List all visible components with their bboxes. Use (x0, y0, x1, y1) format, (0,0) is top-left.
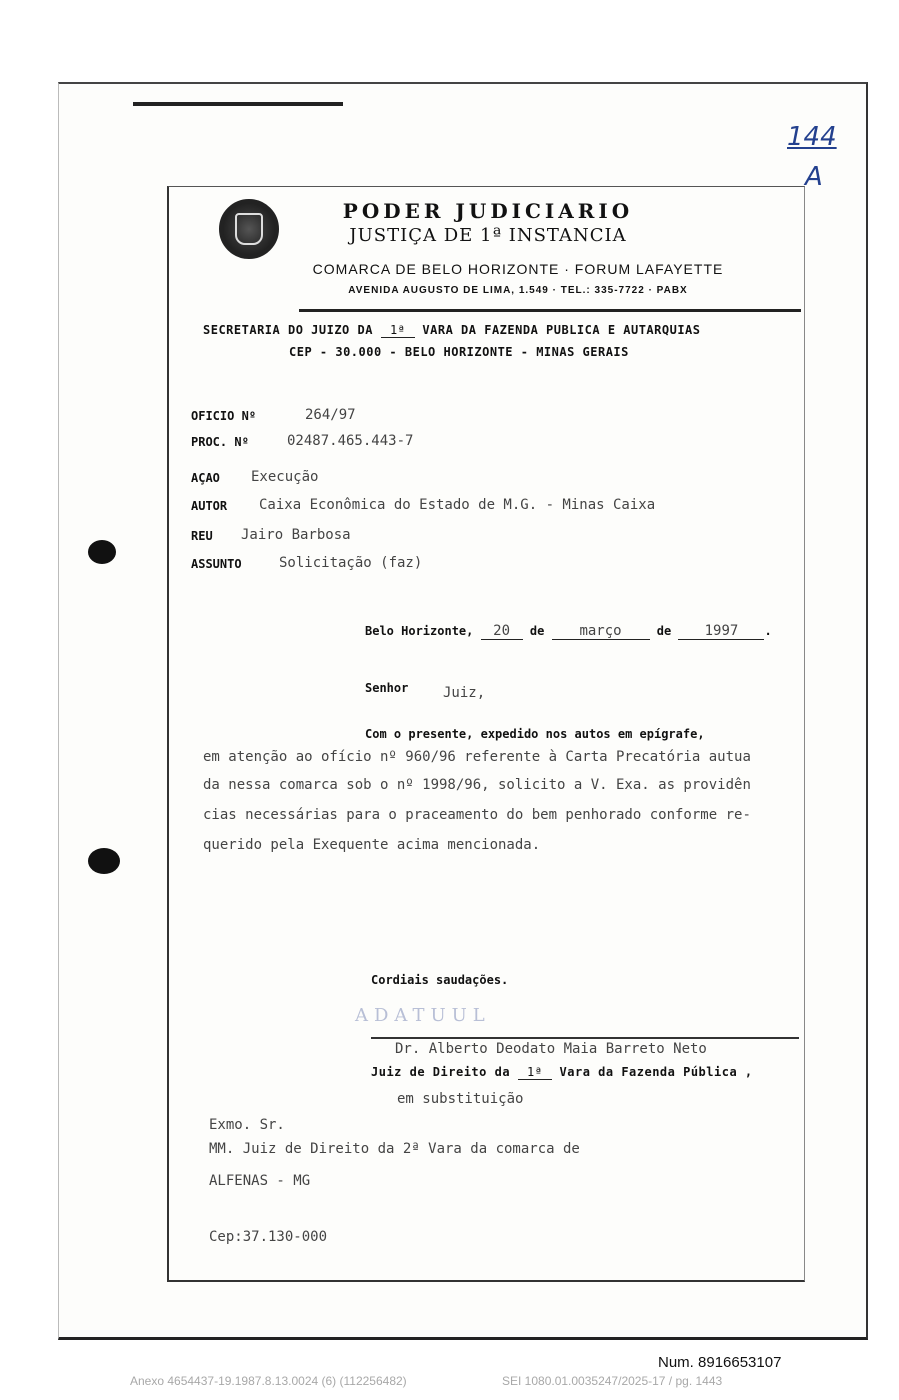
header-comarca: COMARCA DE BELO HORIZONTE · FORUM LAFAYETTE (312, 261, 724, 277)
secretaria-vara-number: 1ª (381, 323, 415, 338)
body-line-1: em atenção ao ofício nº 960/96 referente à Carta Precatória autua (203, 749, 751, 765)
field-value-proc: 02487.465.443-7 (287, 433, 414, 449)
recipient-cep: Cep:37.130-000 (209, 1229, 328, 1245)
body-line-4: querido pela Exequente acima mencionada. (203, 837, 541, 853)
date-year: 1997 (678, 623, 764, 640)
footer-num: Num. 8916653107 (658, 1354, 782, 1371)
header-title: PODER JUDICIARIO (342, 199, 634, 223)
signature-role-end: , (744, 1065, 753, 1079)
date-de-1: de (529, 624, 545, 638)
signature-line (371, 1037, 799, 1039)
secretaria-line-2: CEP - 30.000 - BELO HORIZONTE - MINAS GERAIS (289, 345, 629, 359)
date-de-2: de (656, 624, 672, 638)
field-label-assunto: ASSUNTO (191, 557, 242, 571)
field-value-oficio: 264/97 (305, 407, 356, 423)
signature-role-suffix: Vara da Fazenda Pública (559, 1065, 738, 1079)
field-value-assunto: Solicitação (faz) (279, 555, 423, 571)
header-address: AVENIDA AUGUSTO DE LIMA, 1.549 · TEL.: 335-7722 · PABX (348, 285, 688, 296)
field-label-acao: AÇAO (191, 471, 220, 485)
faded-stamp: ADATUUL (355, 1005, 491, 1026)
field-label-reu: REU (191, 529, 213, 543)
date-line (365, 623, 772, 640)
field-value-reu: Jairo Barbosa (241, 527, 351, 543)
date-day: 20 (481, 623, 523, 640)
punch-hole-mark-top (88, 540, 116, 564)
date-city: Belo Horizonte, (365, 624, 474, 638)
body-lead: Com o presente, expedido nos autos em epígrafe, (365, 727, 705, 741)
punch-hole-mark-bottom (88, 848, 120, 874)
secretaria-suffix: VARA DA FAZENDA PUBLICA E AUTARQUIAS (422, 323, 701, 337)
body-line-2: da nessa comarca sob o nº 1998/96, solicito a V. Exa. as providên (203, 777, 751, 793)
letter-frame (167, 186, 805, 1282)
field-label-autor: AUTOR (191, 499, 228, 513)
footer-anexo: Anexo 4654437-19.1987.8.13.0024 (6) (112256482) (130, 1374, 407, 1388)
salutation-value: Juiz, (443, 685, 486, 701)
signature-name: Dr. Alberto Deodato Maia Barreto Neto (395, 1041, 707, 1057)
page-mark-initial: A (805, 162, 823, 192)
top-edge-mark (133, 102, 343, 106)
date-month: março (552, 623, 650, 640)
footer-sei: SEI 1080.01.0035247/2025-17 / pg. 1443 (502, 1374, 723, 1388)
field-value-autor: Caixa Econômica do Estado de M.G. - Minas Caixa (259, 497, 656, 513)
field-label-oficio: OFICIO Nº (191, 409, 257, 423)
document-sheet (58, 82, 868, 1340)
field-value-acao: Execução (251, 469, 319, 485)
recipient-line-1: Exmo. Sr. (209, 1117, 285, 1133)
header-divider (299, 309, 801, 312)
secretaria-line-1 (203, 323, 701, 338)
page-mark-number: 144 (787, 122, 837, 152)
recipient-line-3: ALFENAS - MG (209, 1173, 311, 1189)
recipient-line-2: MM. Juiz de Direito da 2ª Vara da comarca de (209, 1141, 580, 1157)
signature-role-vara: 1ª (518, 1065, 552, 1080)
date-end: . (764, 624, 772, 638)
field-label-proc: PROC. Nº (191, 435, 249, 449)
secretaria-prefix: SECRETARIA DO JUIZO DA (203, 323, 373, 337)
body-line-3: cias necessárias para o praceamento do bem penhorado conforme re- (203, 807, 751, 823)
header-subtitle: JUSTIÇA DE 1ª INSTANCIA (349, 225, 627, 246)
signature-role-prefix: Juiz de Direito da (371, 1065, 511, 1079)
salutation-label: Senhor (365, 681, 409, 695)
signature-role (371, 1065, 753, 1080)
signature-note: em substituição (397, 1091, 524, 1107)
closing: Cordiais saudações. (371, 973, 509, 987)
